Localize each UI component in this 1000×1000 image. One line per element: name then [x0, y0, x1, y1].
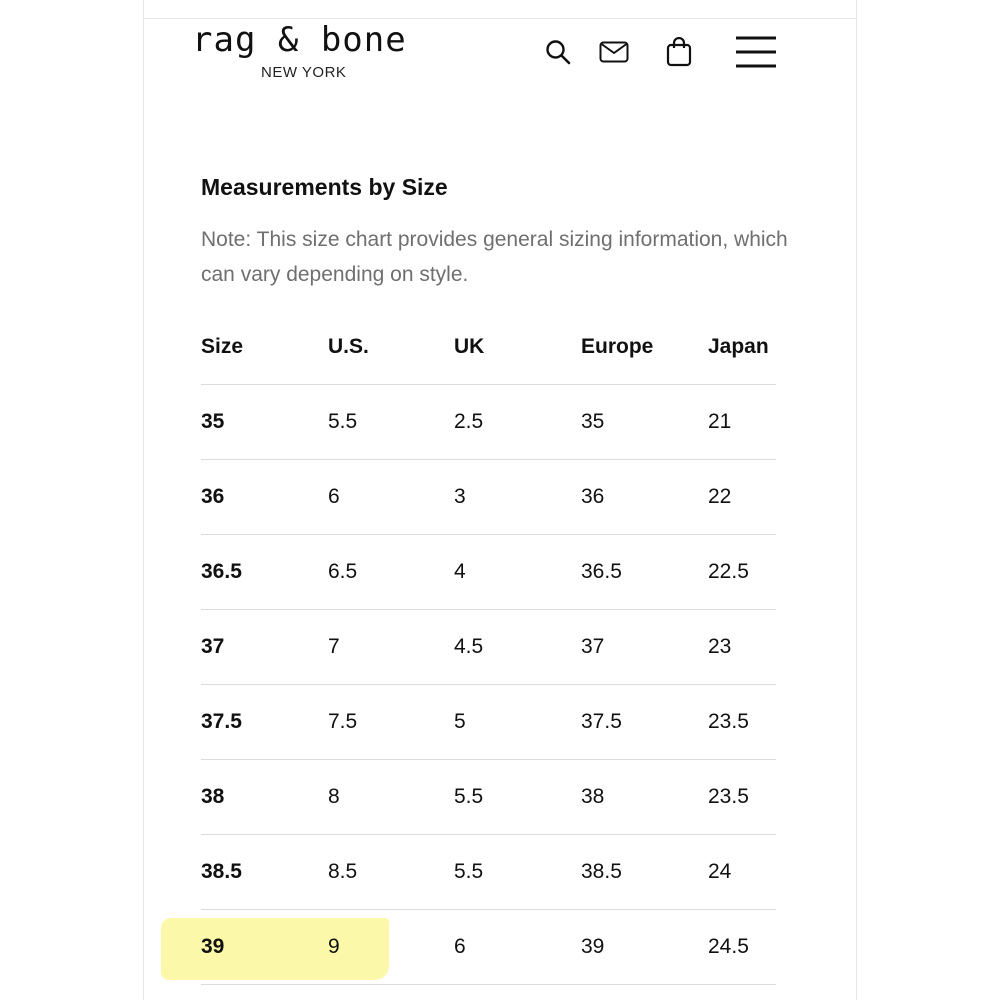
- cell-size: 36: [201, 485, 225, 508]
- column-header-japan: Japan: [708, 335, 769, 358]
- table-row-highlighted: [201, 910, 776, 985]
- cell-japan: 22.5: [708, 560, 749, 583]
- column-header-us: U.S.: [328, 335, 369, 358]
- cell-europe: 36: [581, 485, 605, 508]
- menu-icon: [735, 35, 777, 69]
- cell-europe: 38.5: [581, 860, 622, 883]
- cell-size: 38.5: [201, 860, 242, 883]
- bag-icon: [666, 37, 692, 67]
- cell-uk: 6: [454, 935, 466, 958]
- cell-uk: 4: [454, 560, 466, 583]
- menu-button[interactable]: [734, 34, 778, 70]
- column-header-europe: Europe: [581, 335, 654, 358]
- cell-japan: 23.5: [708, 710, 749, 733]
- cell-europe: 39: [581, 935, 605, 958]
- table-row: [201, 460, 776, 535]
- table-row: [201, 685, 776, 760]
- table-row: [201, 535, 776, 610]
- cell-japan: 24.5: [708, 935, 749, 958]
- table-header-row: [201, 310, 776, 385]
- cell-size: 35: [201, 410, 225, 433]
- cell-uk: 3: [454, 485, 466, 508]
- cell-europe: 35: [581, 410, 605, 433]
- search-icon: [544, 38, 572, 66]
- cell-uk: 4.5: [454, 635, 484, 658]
- highlighter-mark: [161, 918, 389, 980]
- cell-uk: 2.5: [454, 410, 484, 433]
- cell-us: 7: [328, 635, 340, 658]
- table-row: [201, 385, 776, 460]
- size-chart-note: Note: This size chart provides general sizing information, which can vary depending on style.: [201, 228, 788, 286]
- cell-uk: 5.5: [454, 860, 484, 883]
- cell-us: 5.5: [328, 410, 358, 433]
- table-row: [201, 760, 776, 835]
- brand-logo-subtitle: NEW YORK: [261, 64, 347, 81]
- section-title: Measurements by Size: [201, 174, 448, 200]
- cell-uk: 5: [454, 710, 466, 733]
- column-header-uk: UK: [454, 335, 485, 358]
- cell-europe: 37: [581, 635, 605, 658]
- contact-button[interactable]: [596, 34, 632, 70]
- table-row: [201, 835, 776, 910]
- cell-uk: 5.5: [454, 785, 484, 808]
- cell-us: 6.5: [328, 560, 358, 583]
- cell-size: 39: [201, 935, 225, 958]
- cell-size: 36.5: [201, 560, 242, 583]
- cell-us: 8.5: [328, 860, 358, 883]
- cell-us: 9: [328, 935, 340, 958]
- cell-size: 38: [201, 785, 225, 808]
- cell-size: 37.5: [201, 710, 242, 733]
- cell-europe: 36.5: [581, 560, 622, 583]
- cell-europe: 37.5: [581, 710, 622, 733]
- cell-japan: 21: [708, 410, 732, 433]
- search-button[interactable]: [540, 34, 576, 70]
- page-frame: [143, 0, 857, 1000]
- cell-japan: 23: [708, 635, 732, 658]
- cell-japan: 23.5: [708, 785, 749, 808]
- cell-us: 8: [328, 785, 340, 808]
- cell-size: 37: [201, 635, 225, 658]
- cell-us: 6: [328, 485, 340, 508]
- cell-europe: 38: [581, 785, 605, 808]
- column-header-size: Size: [201, 335, 244, 358]
- brand-logo[interactable]: rag & bone: [192, 20, 407, 60]
- cell-japan: 24: [708, 860, 732, 883]
- mail-icon: [599, 40, 629, 64]
- size-table: [201, 310, 776, 985]
- table-row: [201, 610, 776, 685]
- top-divider: [144, 18, 856, 19]
- cell-japan: 22: [708, 485, 732, 508]
- cell-us: 7.5: [328, 710, 358, 733]
- shopping-bag-button[interactable]: [661, 34, 697, 70]
